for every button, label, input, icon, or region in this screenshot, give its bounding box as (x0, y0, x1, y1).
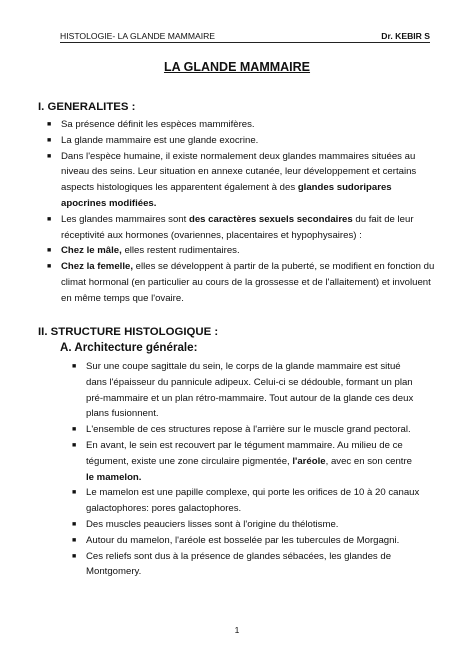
list-item: ■ Sa présence définit les espèces mammifères. (47, 117, 439, 133)
bold-text: glandes sudoripares apocrines modifiées. (61, 182, 392, 209)
list-item: ■ Le mamelon est une papille complexe, qui porte les orifices de 10 à 20 canaux galactophores: pores galactophores. (72, 487, 420, 515)
list-item: ■ La glande mammaire est une glande exocrine. (47, 133, 439, 149)
square-bullet-icon: ■ (47, 215, 52, 223)
header-right: Dr. KEBIR S (381, 31, 430, 41)
square-bullet-icon: ■ (72, 426, 77, 434)
square-bullet-icon: ■ (72, 489, 77, 497)
square-bullet-icon: ■ (72, 536, 77, 544)
square-bullet-icon: ■ (47, 136, 52, 144)
list-item: ■ Autour du mamelon, l'aréole est bosselée par les tubercules de Morgagni. (72, 533, 420, 549)
square-bullet-icon: ■ (72, 363, 77, 370)
list-item: ■ Dans l'espèce humaine, il existe normalement deux glandes mammaires situées au niveau des seins. Leur situation en annexe cutanée, leur développement et certains aspects histologiques les apparentent également à des glandes sudoripares apocrines modifiées. (47, 150, 417, 209)
bold-text: Chez le mâle, (61, 245, 122, 257)
subsection-heading-architecture: A. Architecture générale: (60, 341, 198, 354)
bold-text: le mamelon. (86, 471, 142, 483)
list-item: ■ Des muscles peauciers lisses sont à l'origine du thélotisme. (72, 517, 420, 533)
list-item: ■ Les glandes mammaires sont des caractères sexuels secondaires du fait de leur réceptivité aux hormones (ovariennes, placentaires et hypophysaires) : (47, 213, 414, 241)
bold-text: Chez la femelle, (61, 261, 133, 273)
list-item: ■ En avant, le sein est recouvert par le tégument mammaire. Au milieu de ce tégument, existe une zone circulaire pigmentée, l'aréole, avec en son centre le mamelon. (72, 439, 413, 483)
bold-text: l'aréole (292, 455, 326, 467)
list-item: ■ Sur une coupe sagittale du sein, le corps de la glande mammaire est situé dans l'épaisseur du pannicule adipeux. Celui-ci se dédouble, formant un plan pré-mammaire et un plan rétro-mammaire. Tout autour de la glande ces deux plans fusionnent. (72, 361, 414, 420)
generalites-list (47, 117, 439, 307)
square-bullet-icon: ■ (47, 247, 52, 255)
section-heading-structure: II. STRUCTURE HISTOLOGIQUE : (38, 326, 219, 338)
square-bullet-icon: ■ (47, 152, 52, 160)
section-heading-generalites: I. GENERALITES : (38, 101, 136, 113)
square-bullet-icon: ■ (72, 441, 77, 449)
page-header (60, 31, 430, 43)
list-item: ■ Chez le mâle, elles restent rudimentaires. (47, 243, 439, 259)
bold-text: des caractères sexuels secondaires (188, 213, 353, 225)
header-left: HISTOLOGIE- LA GLANDE MAMMAIRE (60, 31, 216, 41)
square-bullet-icon: ■ (47, 263, 52, 271)
square-bullet-icon: ■ (47, 121, 52, 128)
list-item: ■ Chez la femelle, elles se développent à partir de la puberté, se modifient en fonction du climat hormonal (en particulier au cours de la grossesse et de l'allaitement) et involuent en même temps que l'ovaire. (47, 261, 435, 304)
square-bullet-icon: ■ (72, 552, 77, 560)
page-number: 1 (234, 625, 240, 635)
square-bullet-icon: ■ (72, 520, 77, 528)
document-title: LA GLANDE MAMMAIRE (163, 60, 311, 74)
architecture-list (72, 359, 420, 580)
list-item: ■ L'ensemble de ces structures repose à l'arrière sur le muscle grand pectoral. (72, 422, 420, 438)
list-item: ■ Ces reliefs sont dus à la présence de glandes sébacées, les glandes de Montgomery. (72, 550, 392, 578)
